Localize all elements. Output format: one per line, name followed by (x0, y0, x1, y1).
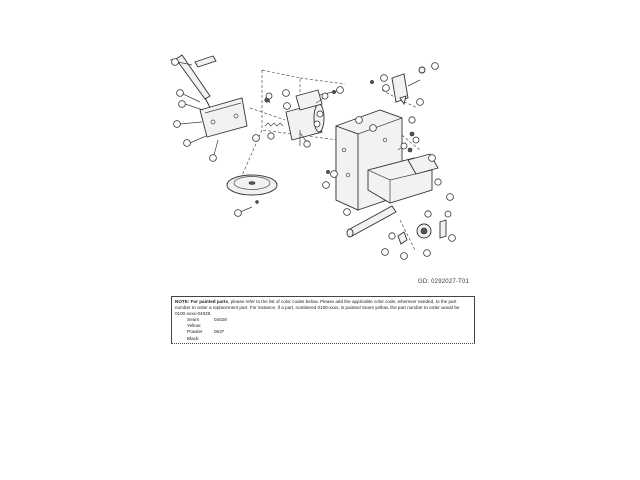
sprocket (417, 224, 431, 238)
note-paragraph (175, 299, 471, 317)
motor-housing (286, 90, 324, 146)
pulley (227, 175, 277, 195)
color-code: 0637 (214, 329, 225, 335)
color-code-row (175, 329, 471, 341)
painted-parts-note (171, 296, 475, 344)
note-lead: NOTE: For painted parts (175, 299, 229, 304)
note-text: , please refer to the list of color codes below. Please add the applicable color code, wherever needed, to the part number to order a replacement part. For instance, if a part, numbered 0100-xxxx, is painted Sears yellow, the part number to order would be 0100-xxxx-04028. (175, 299, 460, 317)
spring (265, 123, 283, 126)
color-code-row (175, 317, 471, 329)
drawing-id: GD: 0292027-T01 (418, 279, 470, 285)
color-name: Sears Yellow: (187, 317, 202, 329)
color-code: 04028 (214, 317, 227, 323)
color-name: Powder Black: (187, 329, 203, 341)
axle-shaft (347, 206, 396, 237)
mounting-plate (200, 98, 247, 137)
